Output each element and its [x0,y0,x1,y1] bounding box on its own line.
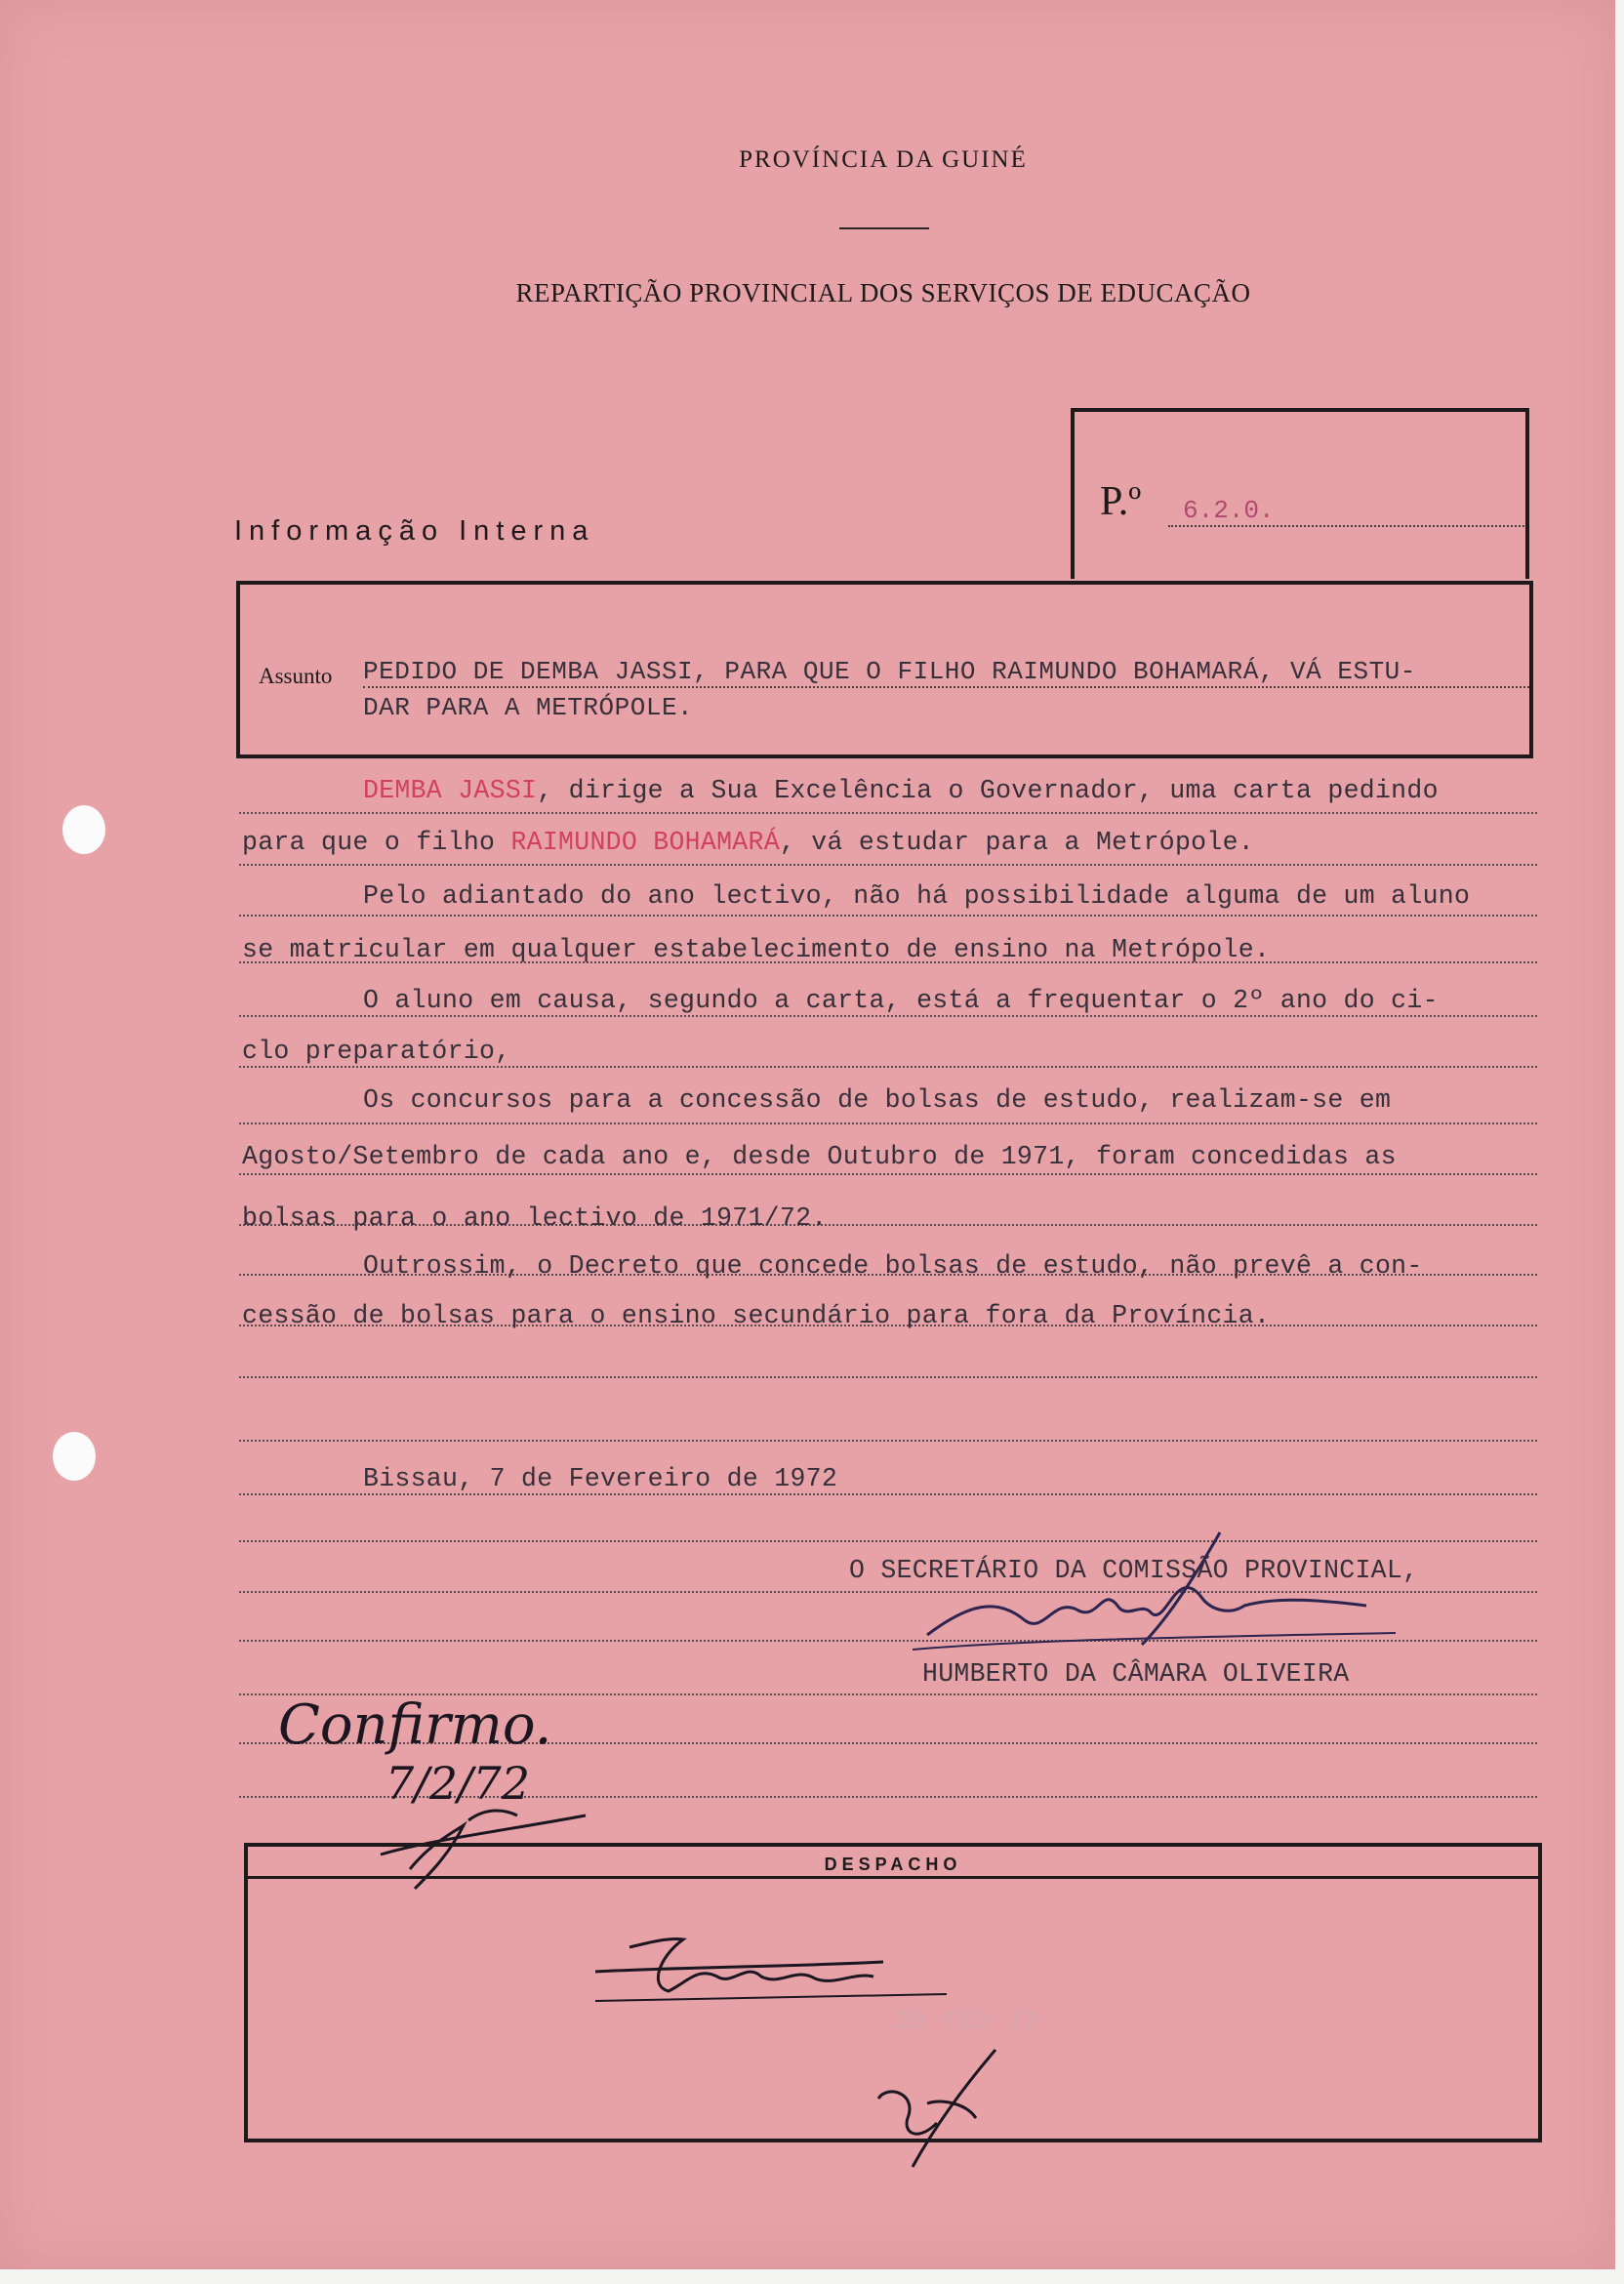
despacho-handwriting [590,1928,952,2016]
ruled-line [239,1015,1537,1017]
subject-label: Assunto [259,664,333,688]
ruled-line [239,864,1537,866]
despacho-signature [859,2045,1005,2177]
body-line: Agosto/Setembro de cada ano e, desde Outubro de 1971, foram concedidas as [242,1142,1397,1171]
despacho-divider [248,1876,1538,1879]
ruled-line [239,1066,1537,1068]
despacho-label: DESPACHO [824,1855,962,1874]
body-text: , dirige a Sua Excelência o Governador, uma carta pedindo [537,776,1439,805]
ruled-line [239,915,1537,917]
signer-title: O SECRETÁRIO DA COMISSÃO PROVINCIAL, [849,1556,1419,1585]
body-line: Pelo adiantado do ano lectivo, não há possibilidade alguma de um aluno [363,881,1471,911]
ruled-line [239,1440,1537,1442]
body-line: Outrossim, o Decreto que concede bolsas de estudo, não prevê a con- [363,1251,1423,1281]
ruled-line [239,1122,1537,1124]
body-text: , vá estudar para a Metrópole. [779,828,1254,857]
ruled-line [239,1376,1537,1378]
ruled-line [239,812,1537,814]
body-line: clo preparatório, [242,1037,511,1066]
despacho-date-stamp: 29 FEV 72 [896,2009,1040,2035]
process-number: 6.2.0. [1168,496,1524,527]
requester-name: DEMBA JASSI [363,776,538,805]
body-line: O aluno em causa, segundo a carta, está a frequentar o 2º ano do ci- [363,986,1439,1015]
ruled-line [239,1493,1537,1495]
process-label: P.º [1100,479,1142,524]
body-text: para que o filho [242,828,511,857]
body-line [363,776,1439,805]
punch-hole [53,1432,96,1481]
body-line: se matricular em qualquer estabelecimento de ensino na Metrópole. [242,935,1271,964]
ruled-line [239,1173,1537,1175]
signature-secretary [908,1528,1396,1664]
body-line: Os concursos para a concessão de bolsas de estudo, realizam-se em [363,1085,1392,1115]
date-place: Bissau, 7 de Fevereiro de 1972 [363,1464,838,1493]
header-divider [839,227,929,229]
punch-hole [62,805,105,854]
department-header: REPARTIÇÃO PROVINCIAL DOS SERVIÇOS DE EDUCAÇÃO [515,278,1251,307]
body-line: cessão de bolsas para o ensino secundário para fora da Província. [242,1301,1271,1330]
subject-line-2: DAR PARA A METRÓPOLE. [363,693,694,722]
subject-line-1: PEDIDO DE DEMBA JASSI, PARA QUE O FILHO RAIMUNDO BOHAMARÁ, VÁ ESTU- [363,657,1529,688]
signer-name: HUMBERTO DA CÂMARA OLIVEIRA [922,1659,1350,1689]
body-line: bolsas para o ano lectivo de 1971/72. [242,1203,828,1233]
confirm-date: 7/2/72 [386,1757,531,1810]
province-header: PROVÍNCIA DA GUINÉ [739,146,1028,173]
form-title: Informação Interna [234,515,595,547]
body-line [242,828,1254,857]
student-name: RAIMUNDO BOHAMARÁ [510,828,780,857]
confirm-note: Confirmo. [278,1693,552,1757]
